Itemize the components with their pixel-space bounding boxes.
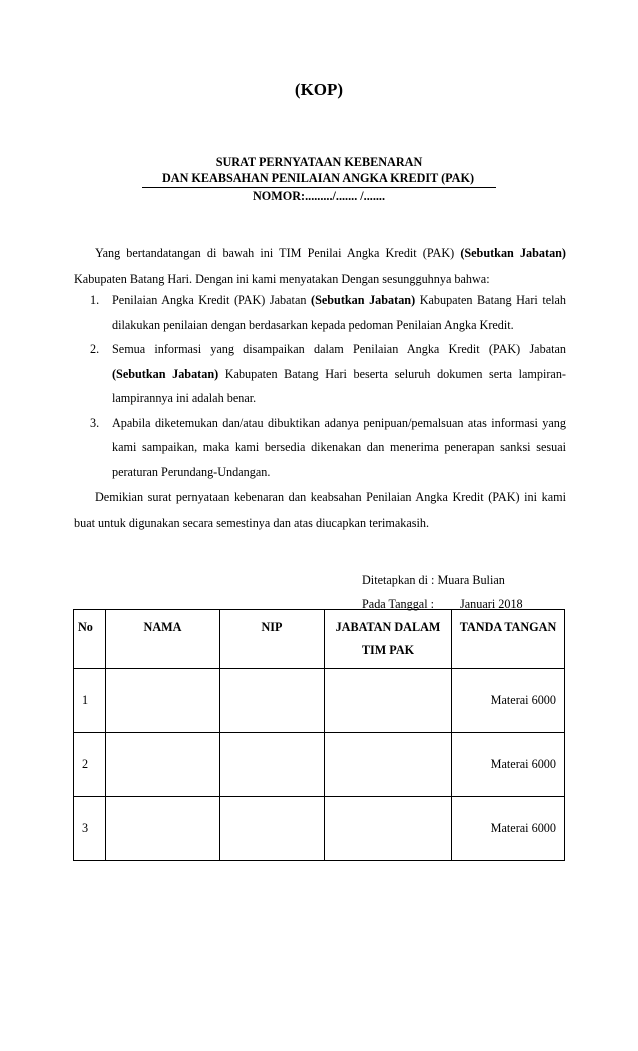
- column-header-nip: NIP: [220, 610, 325, 669]
- signature-table: [73, 609, 565, 861]
- intro-text: Yang bertandatangan di bawah ini TIM Penilai Angka Kredit (PAK): [95, 246, 461, 260]
- cell-nama: [106, 669, 220, 733]
- cell-no: 2: [74, 733, 106, 797]
- table-header-row: [74, 610, 565, 669]
- intro-text-end: Kabupaten Batang Hari. Dengan ini kami menyatakan Dengan sesungguhnya bahwa:: [74, 272, 490, 286]
- list-text: Apabila diketemukan dan/atau dibuktikan adanya penipuan/pemalsuan atas informasi yang kami sampaikan, maka kami bersedia dikenakan dan menerima penerapan sanksi sesuai peraturan Perundang-Undangan.: [112, 415, 566, 479]
- list-item: [90, 411, 566, 485]
- cell-nama: [106, 797, 220, 861]
- document-number: NOMOR:........./....... /.......: [252, 189, 386, 203]
- signature-place: Ditetapkan di : Muara Bulian: [362, 573, 505, 587]
- table-row: [74, 733, 565, 797]
- cell-jabatan: [325, 797, 452, 861]
- cell-jabatan: [325, 733, 452, 797]
- intro-paragraph: [74, 240, 566, 292]
- intro-bold: (Sebutkan Jabatan): [460, 246, 566, 260]
- column-header-ttd: TANDA TANGAN: [452, 610, 565, 669]
- title-line-1: SURAT PERNYATAAN KEBENARAN: [215, 155, 423, 169]
- column-header-nama: NAMA: [106, 610, 220, 669]
- column-header-no: No: [74, 610, 106, 669]
- list-number: 1.: [90, 293, 100, 307]
- list-number: 3.: [90, 415, 100, 430]
- list-text: Penilaian Angka Kredit (PAK) Jabatan: [112, 293, 312, 307]
- cell-nip: [220, 669, 325, 733]
- list-number: 2.: [90, 342, 100, 356]
- title-line-2: DAN KEABSAHAN PENILAIAN ANGKA KREDIT (PAK): [142, 170, 496, 188]
- cell-nip: [220, 797, 325, 861]
- table-row: [74, 669, 565, 733]
- list-bold: (Sebutkan Jabatan): [311, 293, 416, 307]
- list-text-end: Kabupaten Batang Hari beserta seluruh dokumen serta lampiran-lampirannya ini adalah benar.: [112, 366, 566, 405]
- date-value: Januari 2018: [460, 597, 523, 611]
- cell-no: 3: [74, 797, 106, 861]
- letterhead-placeholder: (KOP): [294, 80, 344, 99]
- cell-ttd: Materai 6000: [452, 669, 565, 733]
- list-item: [90, 337, 566, 411]
- document-title: [0, 154, 638, 204]
- cell-no: 1: [74, 669, 106, 733]
- cell-nip: [220, 733, 325, 797]
- cell-ttd: Materai 6000: [452, 733, 565, 797]
- cell-jabatan: [325, 669, 452, 733]
- closing-paragraph: Demikian surat pernyataan kebenaran dan keabsahan Penilaian Angka Kredit (PAK) ini kami buat untuk digunakan secara semestinya dan atas diucapkan terimakasih.: [74, 490, 566, 530]
- date-label: Pada Tanggal :: [362, 597, 435, 611]
- cell-ttd: Materai 6000: [452, 797, 565, 861]
- column-header-jabatan: JABATAN DALAM TIM PAK: [325, 610, 452, 669]
- table-row: [74, 797, 565, 861]
- list-bold: (Sebutkan Jabatan): [112, 366, 219, 381]
- cell-nama: [106, 733, 220, 797]
- statement-list: [90, 288, 566, 484]
- list-item: [90, 288, 566, 337]
- list-text: Semua informasi yang disampaikan dalam Penilaian Angka Kredit (PAK) Jabatan: [112, 342, 566, 356]
- list-text-end: Kabupaten Batang Hari telah dilakukan penilaian dengan berdasarkan kepada pedoman Penilaian Angka Kredit.: [112, 293, 567, 332]
